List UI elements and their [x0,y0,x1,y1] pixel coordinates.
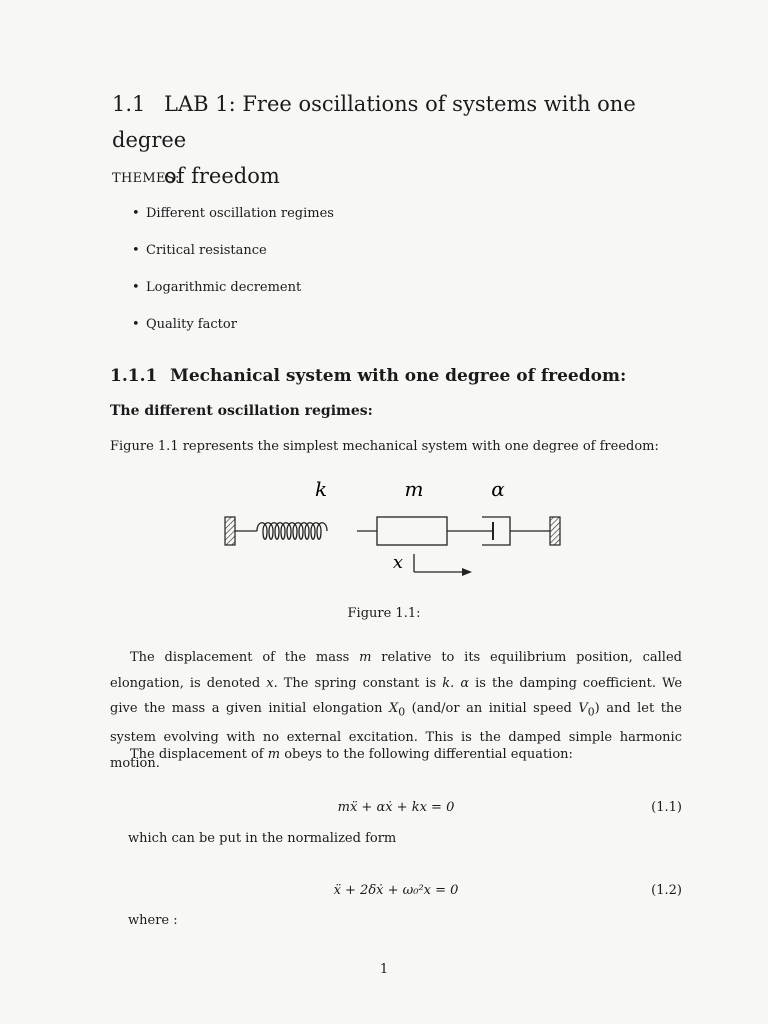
left-wall [225,517,235,545]
section-title-line1: LAB 1: Free oscillations of systems with one degree [112,92,636,152]
themes-list [132,206,334,354]
page-number: 1 [379,962,389,977]
bullet-icon: • [132,243,140,258]
equation-number: (1.1) [651,800,682,815]
label-alpha: α [491,477,505,501]
equation-expression: mẍ + αẋ + kx = 0 [337,800,455,815]
section-title-line2: of freedom [164,164,280,188]
right-wall [550,517,560,545]
intro-text: Figure 1.1 represents the simplest mechanical system with one degree of freedom: [110,439,659,454]
subsubsection-title: The different oscillation regimes: [110,403,373,419]
spring-mass-damper-diagram [210,470,580,590]
mass-block [377,517,447,545]
figure-caption: Figure 1.1: [347,606,421,621]
arrow-right-icon [462,568,472,576]
where-text: where : [128,913,178,928]
list-item: • Logarithmic decrement [132,280,302,295]
label-x: x [392,552,404,573]
section-number: 1.1 [112,92,146,116]
bullet-icon: • [132,317,140,332]
label-k: k [314,477,328,501]
list-item: • Critical resistance [132,243,267,258]
themes-label: THEMES: [112,171,180,186]
list-item: • Quality factor [132,317,237,332]
bullet-icon: • [132,280,140,295]
subsection-number: 1.1.1 [110,366,158,386]
spring [257,523,327,540]
subsection-title: 1.1.1 Mechanical system with one degree of freedom: [110,366,627,386]
normalized-form-text: which can be put in the normalized form [128,831,397,846]
list-item: • Different oscillation regimes [132,206,334,221]
body-paragraph-2: The displacement of m obeys to the following differential equation: [130,747,573,762]
body-paragraph: The displacement of the mass m relative to its equilibrium position, called elongation, is denoted x. The spring constant is k. α is the damping coefficient. We give the mass a given initial elongation $X_0$ (and/or an initial speed $V_0$) and let the system evolving with no external excitation. This is the damped simple harmonic motion. [110,650,683,771]
label-m: m [404,477,424,501]
bullet-icon: • [132,206,140,221]
equation-number: (1.2) [651,883,682,898]
equation-expression: ẍ + 2δẋ + ω₀²x = 0 [333,883,459,898]
section-title [112,86,712,194]
